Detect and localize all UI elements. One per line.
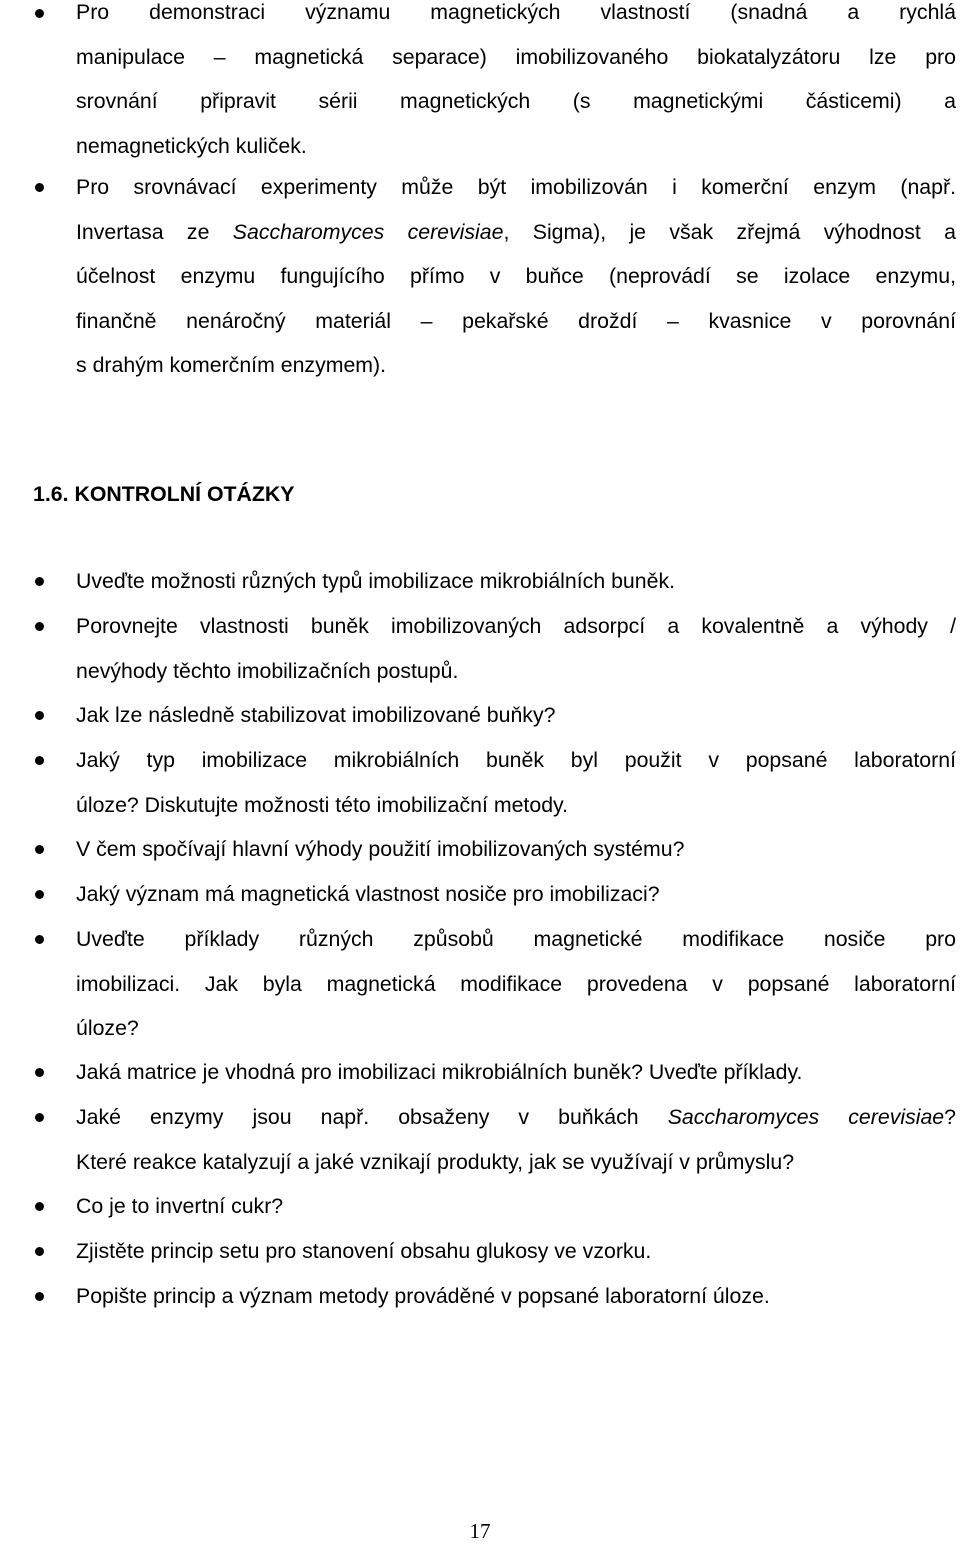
paragraph xyxy=(76,738,956,827)
bullet-icon xyxy=(35,1247,44,1256)
bullet-icon xyxy=(35,711,44,720)
bullet-icon xyxy=(35,756,44,765)
paragraph xyxy=(76,827,956,872)
text-line: Co je to invertní cukr? xyxy=(76,1194,284,1218)
text-line: Uveďte možnosti různých typů imobilizace mikrobiálních buněk. xyxy=(76,569,676,593)
text-line: finančně nenáročný materiál – pekařské droždí – kvasnice v porovnání xyxy=(76,308,956,333)
paragraph xyxy=(76,917,956,1051)
text-span: ? xyxy=(944,1105,956,1129)
text-line: Uveďte příklady různých způsobů magnetické modifikace nosiče pro xyxy=(76,927,956,951)
text-line: Porovnejte vlastnosti buněk imobilizovaných adsorpcí a kovalentně a výhody / xyxy=(76,614,956,638)
paragraph xyxy=(76,604,956,693)
text-line: Popište princip a význam metody prováděné v popsané laboratorní úloze. xyxy=(76,1284,770,1308)
bullet-icon xyxy=(35,845,44,854)
text-line: Jak lze následně stabilizovat imobilizované buňky? xyxy=(76,703,556,727)
text-span: Invertasa ze xyxy=(76,219,233,244)
species-name: Saccharomyces cerevisiae xyxy=(667,1105,945,1129)
text-line: imobilizaci. Jak byla magnetická modifikace provedena v popsané laboratorní xyxy=(76,971,956,996)
section-heading: 1.6. KONTROLNÍ OTÁZKY xyxy=(33,482,295,506)
bullet-icon xyxy=(35,1113,44,1122)
text-line: Zjistěte princip setu pro stanovení obsahu glukosy ve vzorku. xyxy=(76,1239,652,1263)
text-line: Jaký význam má magnetická vlastnost nosiče pro imobilizaci? xyxy=(76,882,660,906)
bullet-icon xyxy=(35,1292,44,1301)
text-line: Jaká matrice je vhodná pro imobilizaci mikrobiálních buněk? Uveďte příklady. xyxy=(76,1060,803,1084)
paragraph xyxy=(76,559,956,604)
text-line: úloze? Diskutujte možnosti této imobilizační metody. xyxy=(76,792,569,817)
text-span: Jaké enzymy jsou např. obsaženy v buňkách xyxy=(76,1105,668,1129)
text-line: srovnání připravit sérii magnetických (s magnetickými částicemi) a xyxy=(76,89,956,113)
species-name: Saccharomyces cerevisiae xyxy=(232,219,504,244)
text-line: manipulace – magnetická separace) imobilizovaného biokatalyzátoru lze pro xyxy=(76,44,956,69)
text-line: V čem spočívají hlavní výhody použití imobilizovaných systému? xyxy=(76,837,685,861)
paragraph xyxy=(76,1095,956,1184)
bullet-icon xyxy=(35,1068,44,1077)
text-line: nevýhody těchto imobilizačních postupů. xyxy=(76,658,459,683)
text-line: Jaký typ imobilizace mikrobiálních buněk byl použit v popsané laboratorní xyxy=(76,748,956,772)
bullet-icon xyxy=(35,1202,44,1211)
paragraph xyxy=(76,165,956,388)
text-line: s drahým komerčním enzymem). xyxy=(76,353,387,377)
paragraph xyxy=(76,1229,956,1274)
paragraph xyxy=(76,872,956,917)
text-line: účelnost enzymu fungujícího přímo v buňce (neprovádí se izolace enzymu, xyxy=(76,264,956,288)
bullet-icon xyxy=(35,577,44,586)
bullet-icon xyxy=(35,183,44,192)
text-line: úloze? xyxy=(76,1016,139,1040)
text-line: Které reakce katalyzují a jaké vznikají produkty, jak se využívají v průmyslu? xyxy=(76,1149,795,1174)
bullet-icon xyxy=(35,935,44,944)
text-line: Pro srovnávací experimenty může být imobilizován i komerční enzym (např. xyxy=(76,175,956,199)
bullet-icon xyxy=(35,622,44,631)
text-line xyxy=(76,1095,956,1140)
text-line: nemagnetických kuliček. xyxy=(76,133,307,158)
text-span: , Sigma), je však zřejmá výhodnost a xyxy=(503,219,956,244)
text-line xyxy=(76,210,956,255)
bullet-icon xyxy=(35,9,44,18)
paragraph xyxy=(76,1184,956,1229)
page-number: 17 xyxy=(469,1519,491,1543)
text-line: Pro demonstraci významu magnetických vlastností (snadná a rychlá xyxy=(76,0,956,24)
paragraph xyxy=(76,0,956,168)
paragraph xyxy=(76,1274,956,1319)
bullet-icon xyxy=(35,890,44,899)
paragraph xyxy=(76,693,956,738)
paragraph xyxy=(76,1050,956,1095)
